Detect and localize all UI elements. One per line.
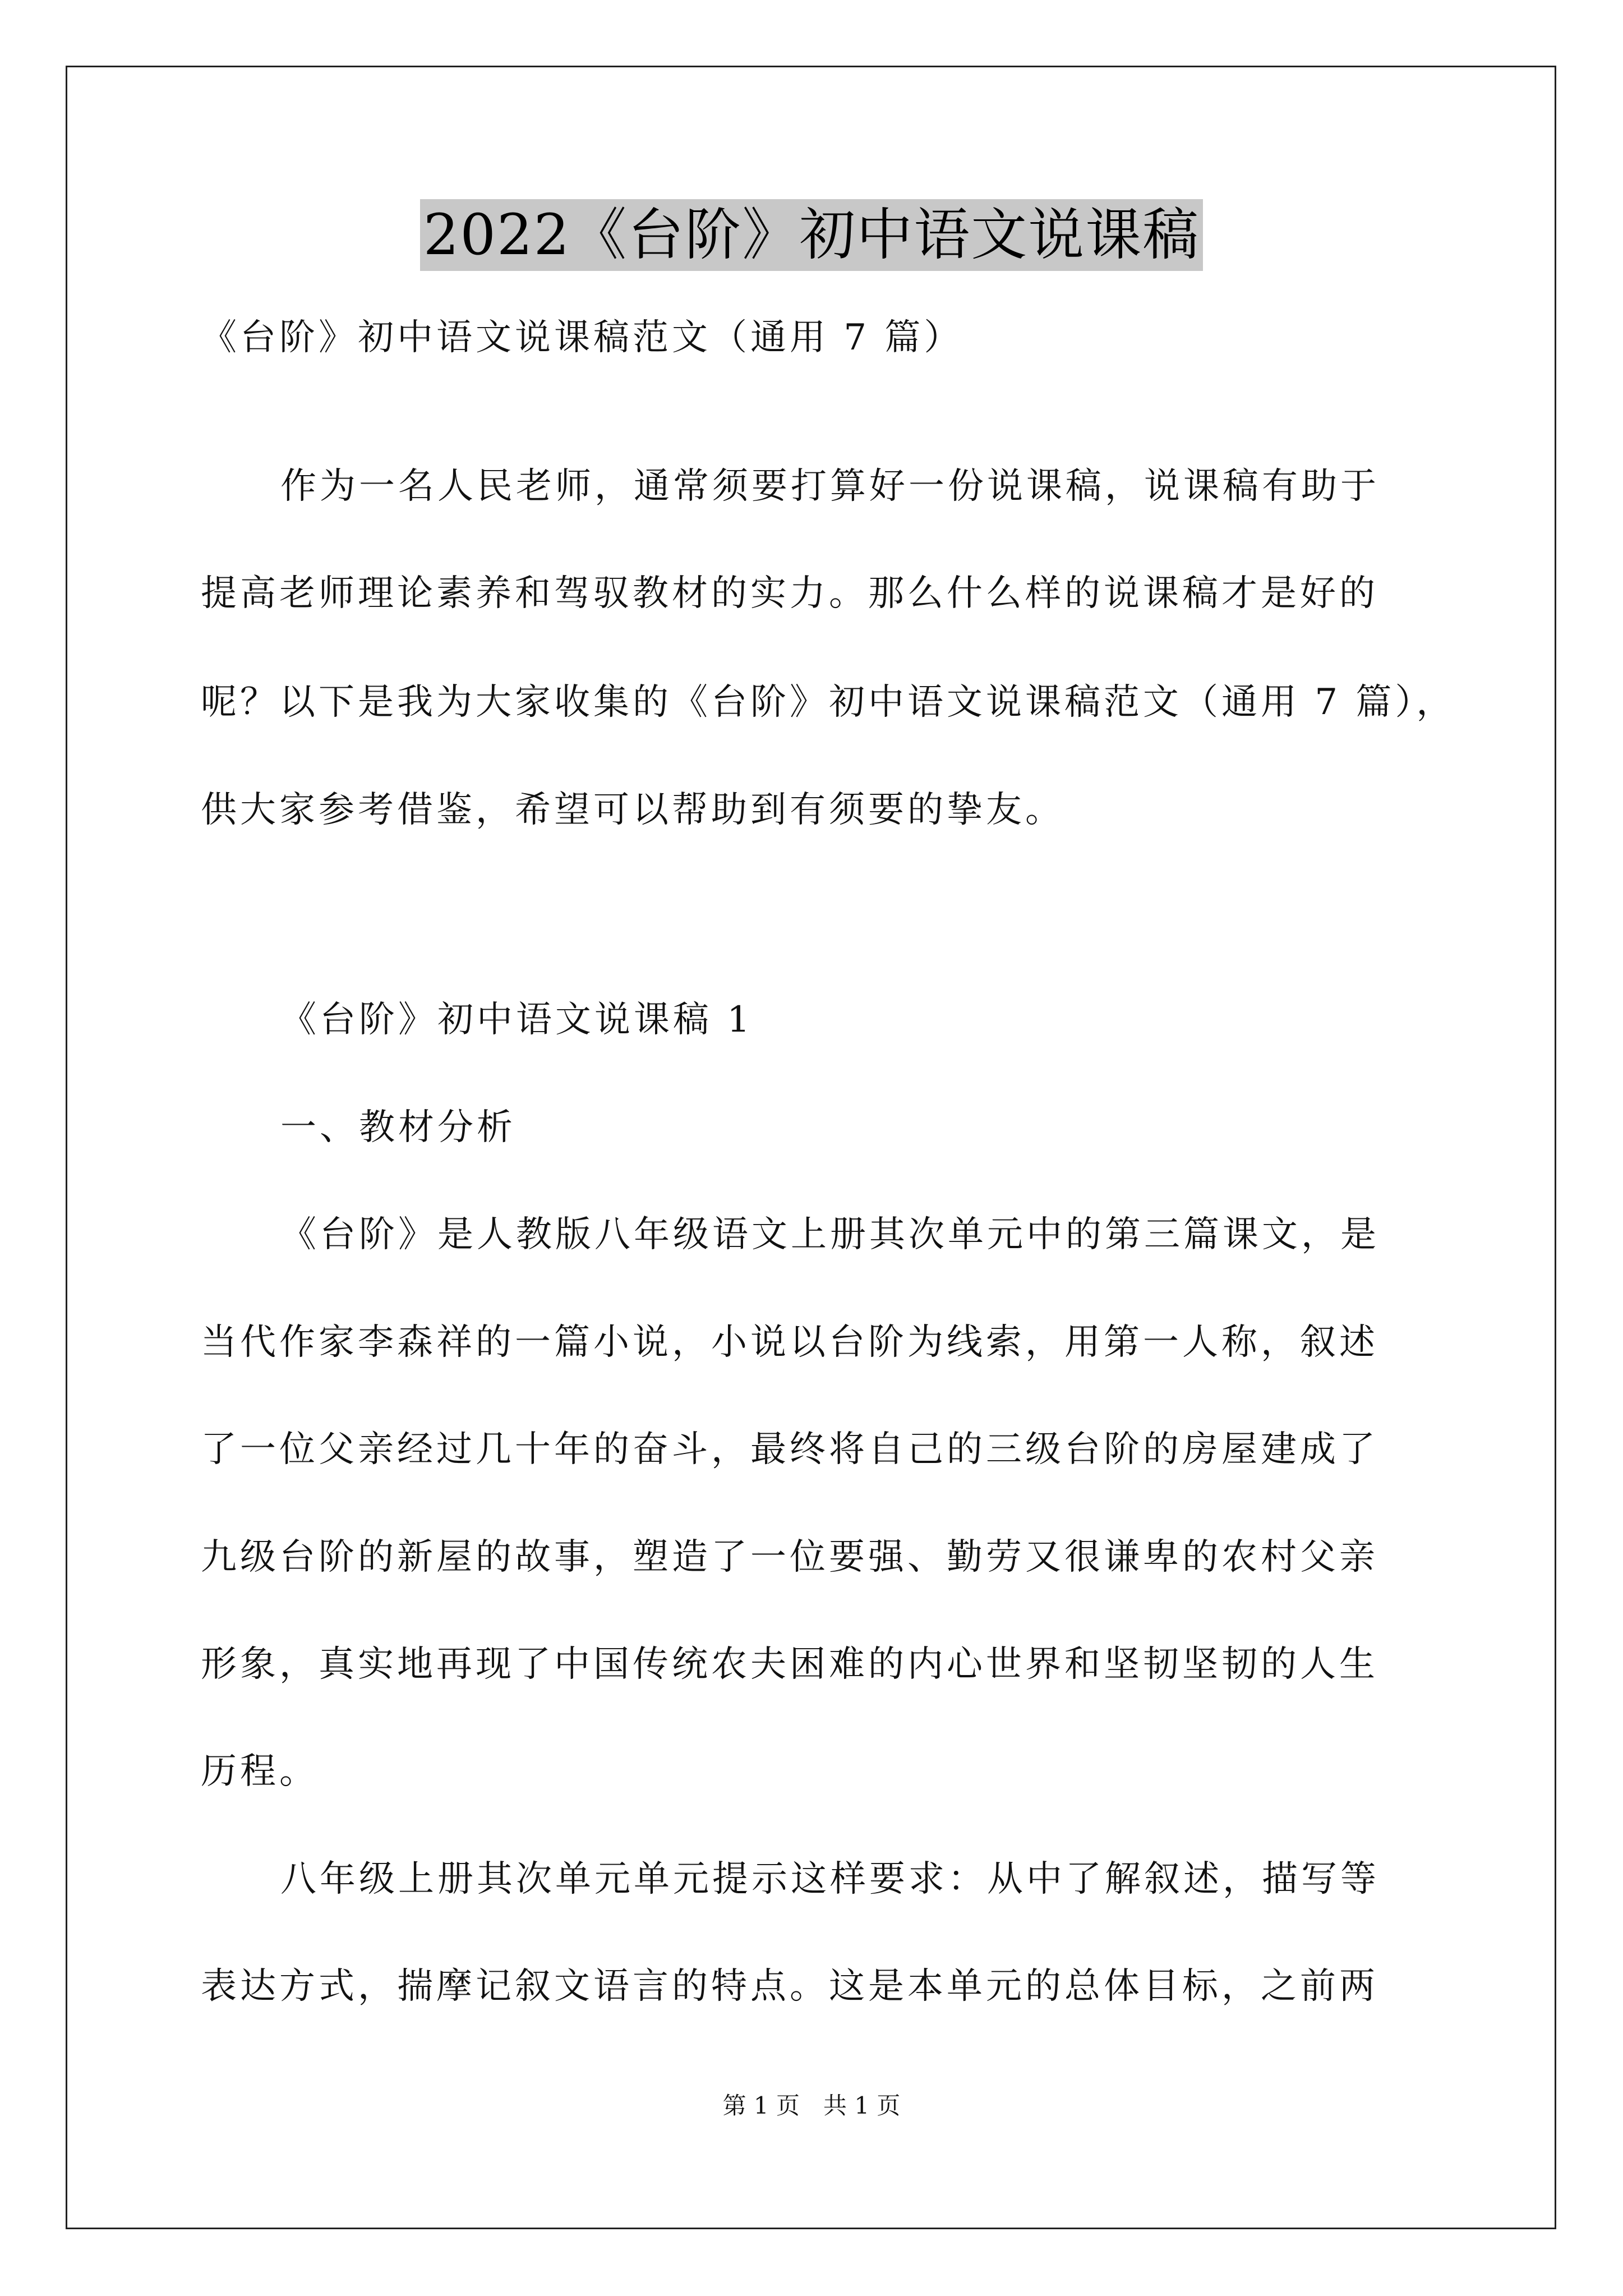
paragraph-line: 九级台阶的新屋的故事，塑造了一位要强、勤劳又很谦卑的农村父亲	[201, 1536, 1378, 1578]
document-title: 2022《台阶》初中语文说课稿	[420, 199, 1204, 271]
intro-line: 提高老师理论素养和驾驭教材的实力。那么什么样的说课稿才是好的	[201, 573, 1378, 614]
paragraph-line: 当代作家李森祥的一篇小说，小说以台阶为线索，用第一人称，叙述	[201, 1322, 1378, 1363]
paragraph-line: 形象，真实地再现了中国传统农夫困难的内心世界和坚韧坚韧的人生	[201, 1644, 1378, 1685]
paragraph-line: 《台阶》是人教版八年级语文上册其次单元中的第三篇课文，是	[280, 1214, 1380, 1255]
subsection-heading: 一、教材分析	[280, 1107, 516, 1148]
intro-line: 供大家参考借鉴，希望可以帮助到有须要的挚友。	[201, 789, 1064, 831]
intro-line: 呢？以下是我为大家收集的《台阶》初中语文说课稿范文（通用 7 篇），	[201, 682, 1456, 723]
document-subtitle: 《台阶》初中语文说课稿范文（通用 7 篇）	[201, 317, 963, 358]
title-container	[0, 199, 1623, 271]
paragraph-line: 历程。	[201, 1751, 319, 1792]
page-footer: 第 1 页 共 1 页	[722, 2092, 901, 2119]
paragraph-line: 了一位父亲经过几十年的奋斗，最终将自己的三级台阶的房屋建成了	[201, 1429, 1378, 1470]
paragraph-line: 表达方式，揣摩记叙文语言的特点。这是本单元的总体目标，之前两	[201, 1966, 1378, 2007]
paragraph-line: 八年级上册其次单元单元提示这样要求：从中了解叙述，描写等	[280, 1858, 1380, 1900]
intro-line: 作为一名人民老师，通常须要打算好一份说课稿，说课稿有助于	[280, 466, 1380, 507]
section-heading: 《台阶》初中语文说课稿 1	[280, 999, 754, 1041]
